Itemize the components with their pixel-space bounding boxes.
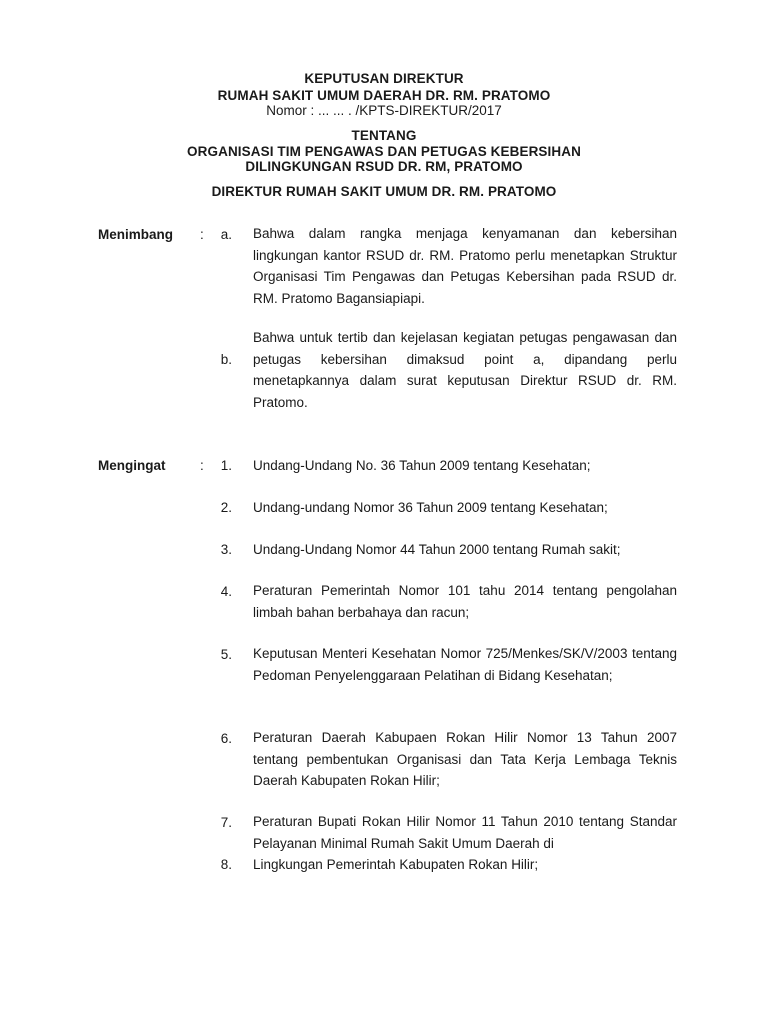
director-heading: DIREKTUR RUMAH SAKIT UMUM DR. RM. PRATOMO: [211, 184, 557, 199]
mengingat-item-2: Undang-undang Nomor 36 Tahun 2009 tentang Kesehatan;: [253, 500, 608, 515]
mengingat-marker-4: 4.: [220, 584, 232, 599]
mengingat-marker-6: 6.: [220, 731, 232, 746]
mengingat-item-7: Peraturan Bupati Rokan Hilir Nomor 11 Tahun 2010 tentang Standar Pelayanan Minimal Rumah Sakit Umum Daerah di: [253, 814, 677, 851]
mengingat-item-3: Undang-Undang Nomor 44 Tahun 2000 tentang Rumah sakit;: [253, 542, 621, 557]
mengingat-item-1: Undang-Undang No. 36 Tahun 2009 tentang Kesehatan;: [253, 458, 591, 473]
tentang-heading: TENTANG: [351, 128, 417, 143]
menimbang-marker-a: a.: [220, 227, 232, 242]
subject-line-1: ORGANISASI TIM PENGAWAS DAN PETUGAS KEBERSIHAN: [187, 144, 581, 159]
menimbang-marker-b: b.: [220, 352, 232, 367]
mengingat-item-5: Keputusan Menteri Kesehatan Nomor 725/Menkes/SK/V/2003 tentang Pedoman Penyelenggaraan Pelatihan di Bidang Kesehatan;: [253, 646, 677, 683]
mengingat-marker-5: 5.: [220, 647, 232, 662]
menimbang-item-b: Bahwa untuk tertib dan kejelasan kegiatan petugas pengawasan dan petugas kebersihan dimaksud point a, dipandang perlu menetapkannya dalam surat keputusan Direktur RSUD dr. RM. Pratomo.: [253, 330, 677, 410]
mengingat-label: Mengingat: [98, 458, 166, 473]
decree-number: Nomor : ... ... . /KPTS-DIREKTUR/2017: [266, 103, 502, 118]
menimbang-colon: :: [200, 227, 204, 242]
mengingat-colon: :: [200, 458, 204, 473]
mengingat-item-8: Lingkungan Pemerintah Kabupaten Rokan Hilir;: [253, 857, 539, 872]
mengingat-marker-1: 1.: [220, 458, 232, 473]
mengingat-marker-8: 8.: [220, 857, 232, 872]
menimbang-label: Menimbang: [98, 227, 174, 242]
mengingat-item-4: Peraturan Pemerintah Nomor 101 tahu 2014 tentang pengolahan limbah bahan berbahaya dan racun;: [253, 583, 677, 620]
mengingat-marker-3: 3.: [220, 542, 232, 557]
mengingat-marker-2: 2.: [220, 500, 232, 515]
decree-title: KEPUTUSAN DIREKTUR: [304, 71, 464, 86]
mengingat-marker-7: 7.: [220, 815, 232, 830]
hospital-name: RUMAH SAKIT UMUM DAERAH DR. RM. PRATOMO: [217, 88, 551, 103]
mengingat-item-6: Peraturan Daerah Kabupaen Rokan Hilir Nomor 13 Tahun 2007 tentang pembentukan Organisasi dan Tata Kerja Lembaga Teknis Daerah Kabupaten Rokan Hilir;: [253, 730, 677, 788]
subject-line-2: DILINGKUNGAN RSUD DR. RM, PRATOMO: [245, 159, 523, 174]
menimbang-item-a: Bahwa dalam rangka menjaga kenyamanan dan kebersihan lingkungan kantor RSUD dr. RM. Pratomo perlu menetapkan Struktur Organisasi Tim Pengawas dan Petugas Kebersihan pada RSUD dr. RM. Pratomo Bagansiapiapi.: [253, 226, 677, 306]
